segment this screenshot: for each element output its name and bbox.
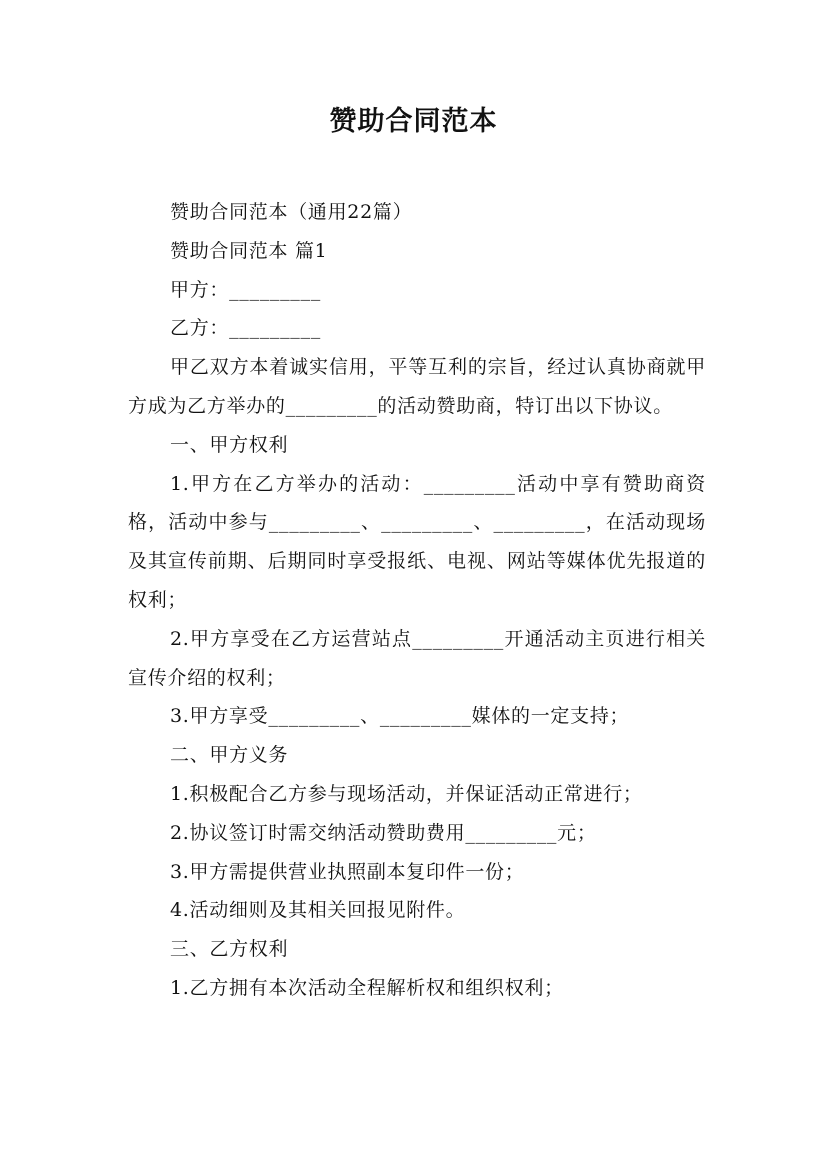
- paragraph-clause: 3.甲方享受_________、_________媒体的一定支持；: [170, 705, 630, 728]
- paragraph-party-b: 乙方：_________: [170, 317, 321, 340]
- paragraph-party-a: 甲方：_________: [170, 278, 321, 301]
- paragraph-clause: 2.协议签订时需交纳活动赞助费用_________元；: [170, 821, 597, 844]
- paragraph-clause: 1.乙方拥有本次活动全程解析权和组织权利；: [170, 976, 564, 999]
- document-title: 赞助合同范本: [329, 106, 498, 137]
- paragraph-intro: 甲乙双方本着诚实信用，平等互利的宗旨，经过认真协商就甲方成为乙方举办的_________的活动赞助商，特订出以下协议。: [128, 356, 706, 417]
- paragraph-clause: 4.活动细则及其相关回报见附件。: [170, 899, 466, 922]
- paragraph-clause: 2.甲方享受在乙方运营站点_________开通活动主页进行相关宣传介绍的权利；: [128, 627, 706, 689]
- paragraph-section-heading: 赞助合同范本 篇1: [170, 239, 328, 262]
- heading-party-a-rights: 一、甲方权利: [170, 433, 289, 456]
- heading-party-b-rights: 三、乙方权利: [170, 938, 289, 961]
- paragraph-clause: 1.积极配合乙方参与现场活动，并保证活动正常进行；: [170, 782, 643, 805]
- paragraph-clause: 3.甲方需提供营业执照副本复印件一份；: [170, 860, 525, 883]
- paragraph-subtitle: 赞助合同范本（通用22篇）: [170, 201, 413, 223]
- paragraph-clause: 1.甲方在乙方举办的活动：_________活动中享有赞助商资格，活动中参与_________、_________、_________，在活动现场及其宣传前期、后期同时享受报纸、电视、网站等媒体优先报道的权利；: [128, 472, 706, 611]
- heading-party-a-obligations: 二、甲方义务: [170, 744, 289, 767]
- document-body: [128, 193, 706, 1008]
